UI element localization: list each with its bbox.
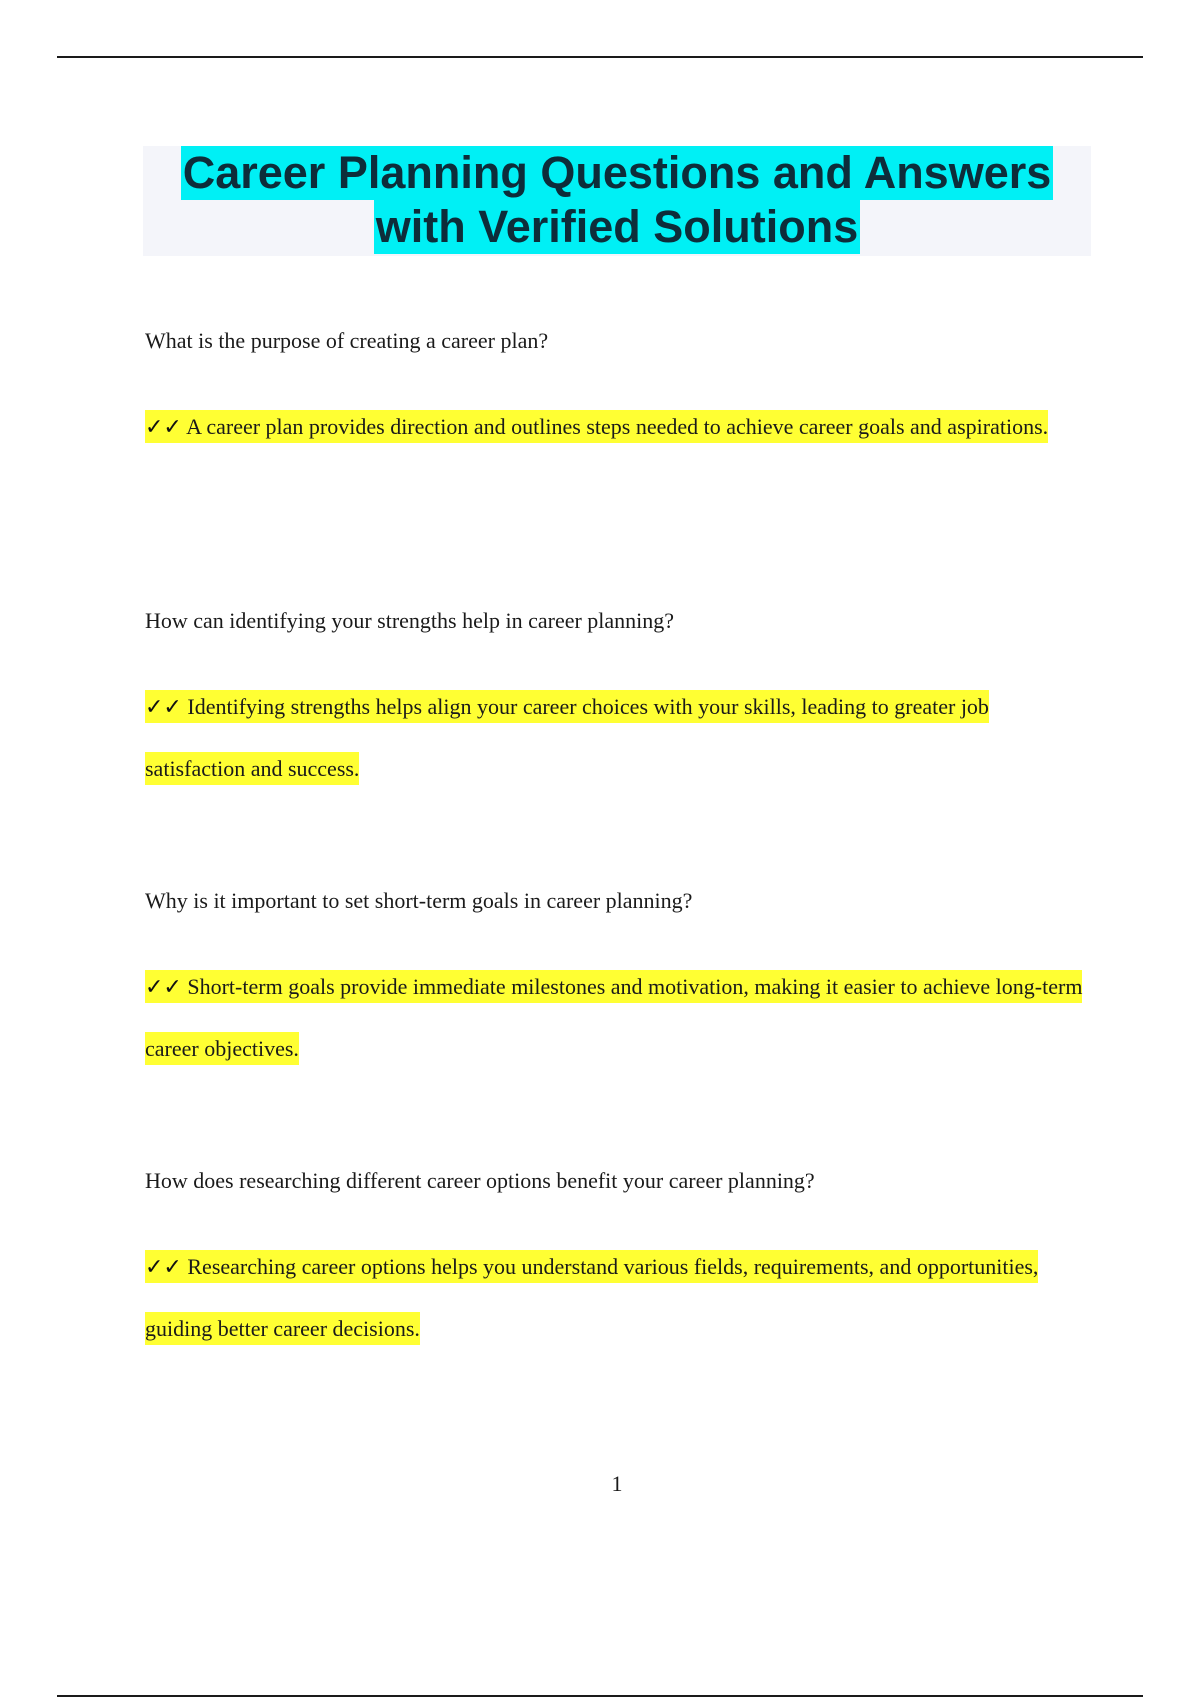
answer-text: A career plan provides direction and outlines steps needed to achieve career goals and aspirations. [186, 414, 1049, 439]
answer-block [145, 1236, 1085, 1359]
answer-block [145, 676, 1085, 799]
answer-text: Researching career options helps you understand various fields, requirements, and opportunities, guiding better career decisions. [145, 1254, 1039, 1341]
answer-highlight [145, 1250, 1038, 1345]
answer-block [145, 956, 1085, 1079]
qa-item [145, 326, 1085, 458]
question-text: What is the purpose of creating a career plan? [145, 328, 549, 353]
footer-rule [57, 1695, 1143, 1697]
answer-highlight [145, 970, 1082, 1065]
answer-text: Short-term goals provide immediate milestones and motivation, making it easier to achieve long-term career objectives. [145, 974, 1083, 1061]
check-icon: ✓✓ [145, 415, 182, 440]
question-text: Why is it important to set short-term goals in career planning? [145, 888, 693, 913]
answer-highlight [145, 690, 989, 785]
check-icon: ✓✓ [145, 975, 182, 1000]
question-text: How does researching different career options benefit your career planning? [145, 1168, 815, 1193]
header-rule [57, 56, 1143, 58]
page-title-line-1: Career Planning Questions and Answers [182, 147, 1052, 198]
answer-block [145, 396, 1085, 458]
page-number: 1 [611, 1471, 623, 1496]
check-icon: ✓✓ [145, 695, 182, 720]
answer-highlight [145, 410, 1048, 443]
qa-item [145, 886, 1085, 1079]
check-icon: ✓✓ [145, 1255, 182, 1280]
question-text: How can identifying your strengths help in career planning? [145, 608, 675, 633]
title-block [143, 146, 1091, 256]
answer-text: Identifying strengths helps align your career choices with your skills, leading to greater job satisfaction and success. [145, 694, 989, 781]
qa-item [145, 1166, 1085, 1359]
qa-item [145, 606, 1085, 799]
page-title-line-2: with Verified Solutions [375, 201, 859, 252]
